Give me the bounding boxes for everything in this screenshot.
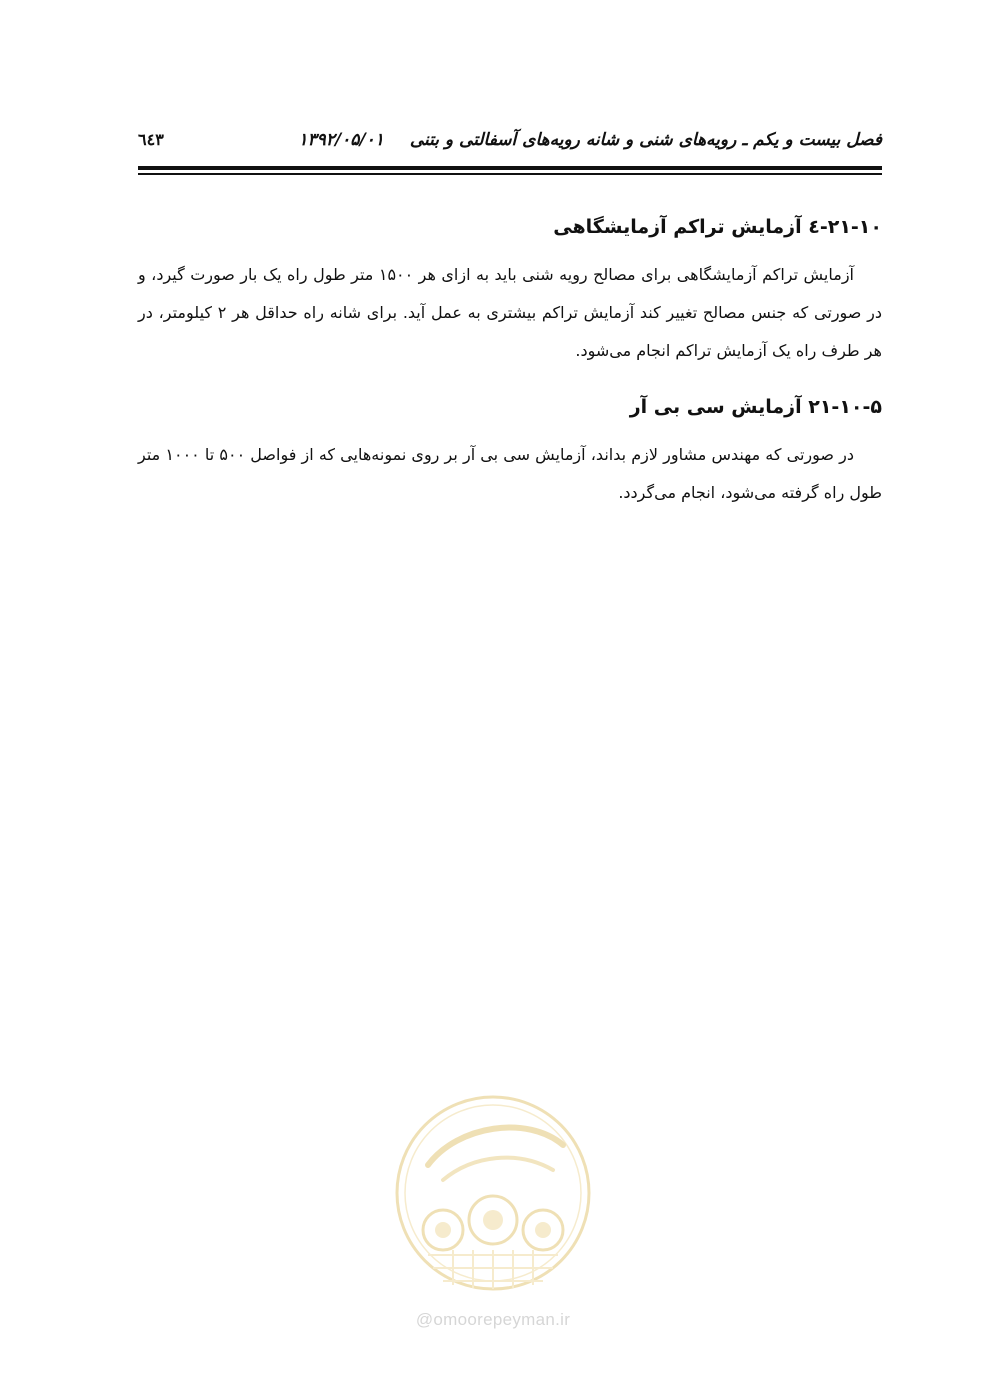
section-heading-compaction-test: ۲۱-۱۰-٤ آزمایش تراکم آزمایشگاهی — [553, 216, 882, 238]
section-body-cbr-test: در صورتی که مهندس مشاور لازم بداند، آزمایش سی بی آر بر روی نمونه‌هایی که از فواصل ۵۰۰ تا ۱۰۰۰ متر طول راه گرفته می‌شود، انجام می‌گردد. — [138, 445, 882, 502]
page-header — [138, 128, 882, 158]
running-header — [298, 130, 882, 150]
watermark-caption: @omoorepeyman.ir — [415, 1310, 571, 1329]
page-content — [138, 212, 882, 512]
header-rule-thick — [138, 166, 882, 170]
watermark — [388, 1085, 598, 1335]
header-date: ۱۳۹۲/۰۵/۰۱ — [298, 130, 384, 150]
section-body-compaction-test: آزمایش تراکم آزمایشگاهی برای مصالح رویه شنی باید به ازای هر ۱۵۰۰ متر طول راه یک بار صورت گیرد، و در صورتی که جنس مصالح تغییر کند آزمایش تراکم بیشتری به عمل آید. برای شانه راه حداقل هر ۲ کیلومتر، در هر طرف راه یک آزمایش تراکم انجام می‌شود. — [138, 265, 883, 360]
page-number: ٦٤٣ — [138, 130, 164, 149]
header-rule-thin — [138, 173, 882, 175]
section-heading-cbr-test: ۲۱-۱۰-۵ آزمایش سی بی آر — [629, 396, 882, 418]
watermark-logo-icon — [388, 1085, 598, 1300]
chapter-title: فصل بیست و یکم ـ رویه‌های شنی و شانه رویه‌های آسفالتی و بتنی — [409, 130, 882, 150]
